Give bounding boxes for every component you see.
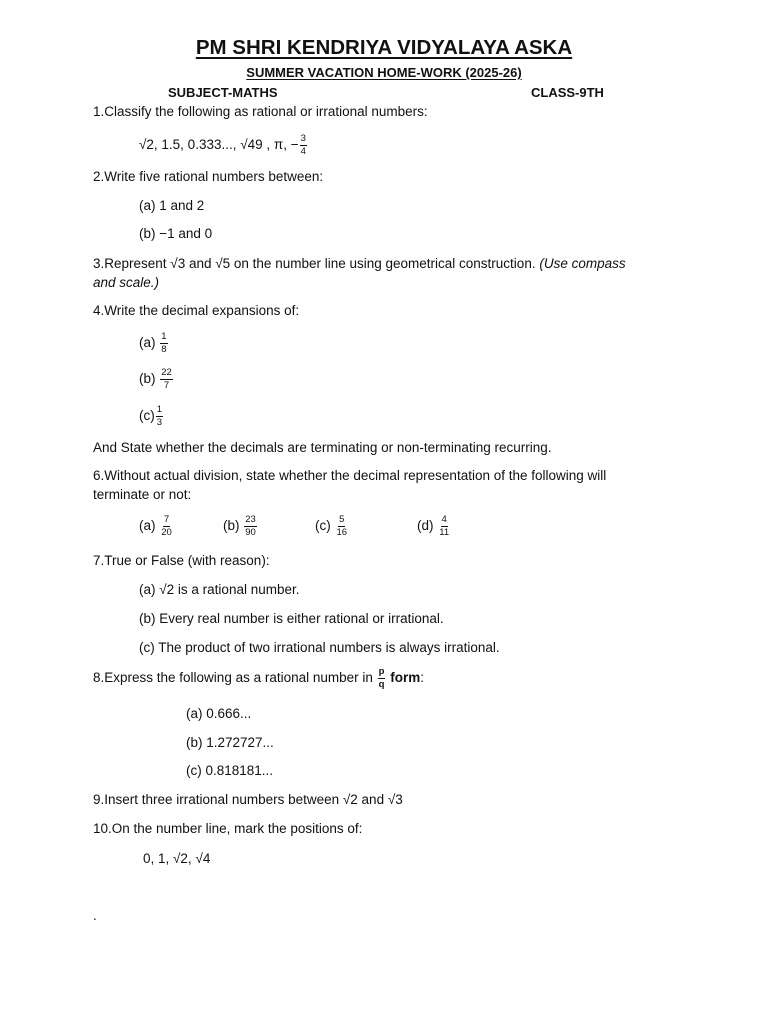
question-1-list: √2, 1.5, 0.333..., √49 , π, − $\frac{3}{4}$	[139, 133, 306, 157]
fraction: $\frac{23}{90}$	[245, 514, 256, 538]
question-6-d: (d) $\frac{4}{11}$	[417, 514, 450, 538]
question-8-a: (a) 0.666...	[186, 706, 252, 721]
question-4-b: (b) $\frac{22}{7}$	[139, 367, 172, 391]
fraction: $\frac{22}{7}$	[161, 367, 172, 391]
question-4-a: (a) $\frac{1}{8}$	[139, 331, 167, 355]
question-6-b: (b) $\frac{23}{90}$	[223, 514, 256, 538]
subject-label: SUBJECT-MATHS	[168, 85, 278, 100]
question-7-a: (a) √2 is a rational number.	[139, 582, 300, 597]
question-6-cont: terminate or not:	[93, 487, 192, 502]
question-7-b: (b) Every real number is either rational or irrational.	[139, 611, 444, 626]
question-3: 3.Represent √3 and √5 on the number line using geometrical construction. (Use compass	[93, 256, 626, 271]
question-8: 8.Express the following as a rational number in $\frac{p}{q}$ form:	[93, 666, 424, 690]
question-2-b: (b) −1 and 0	[139, 226, 213, 241]
question-10-list: 0, 1, √2, √4	[143, 851, 211, 866]
fraction: $\frac{5}{16}$	[336, 514, 348, 538]
class-label: CLASS-9TH	[531, 85, 604, 100]
question-9: 9.Insert three irrational numbers between √2 and √3	[93, 792, 403, 807]
document-subtitle: SUMMER VACATION HOME-WORK (2025-26)	[246, 65, 522, 80]
fraction: $\frac{1}{8}$	[161, 331, 167, 355]
question-4-c: (c) $\frac{1}{3}$	[139, 404, 163, 428]
question-3-cont: and scale.)	[93, 275, 160, 290]
fraction: $\frac{7}{20}$	[161, 514, 172, 538]
question-6-c: (c) $\frac{5}{16}$	[315, 514, 348, 538]
fraction: $\frac{3}{4}$	[300, 133, 306, 157]
fraction: $\frac{4}{11}$	[439, 514, 450, 538]
question-7: 7.True or False (with reason):	[93, 553, 270, 568]
question-4-note: And State whether the decimals are terminating or non-terminating recurring.	[93, 440, 552, 455]
question-6: 6.Without actual division, state whether the decimal representation of the following will	[93, 468, 607, 483]
question-2: 2.Write five rational numbers between:	[93, 169, 324, 184]
trailing-dot: .	[93, 908, 97, 923]
question-1: 1.Classify the following as rational or irrational numbers:	[93, 104, 428, 119]
question-8-c: (c) 0.818181...	[186, 763, 274, 778]
document-title: PM SHRI KENDRIYA VIDYALAYA ASKA	[195, 36, 573, 59]
fraction: $\frac{p}{q}$	[378, 666, 385, 690]
question-4: 4.Write the decimal expansions of:	[93, 303, 300, 318]
question-2-a: (a) 1 and 2	[139, 198, 205, 213]
question-10: 10.On the number line, mark the positions of:	[93, 821, 363, 836]
question-7-c: (c) The product of two irrational numbers is always irrational.	[139, 640, 500, 655]
fraction: $\frac{1}{3}$	[156, 404, 163, 428]
question-6-a: (a) $\frac{7}{20}$	[139, 514, 172, 538]
question-8-b: (b) 1.272727...	[186, 735, 274, 750]
